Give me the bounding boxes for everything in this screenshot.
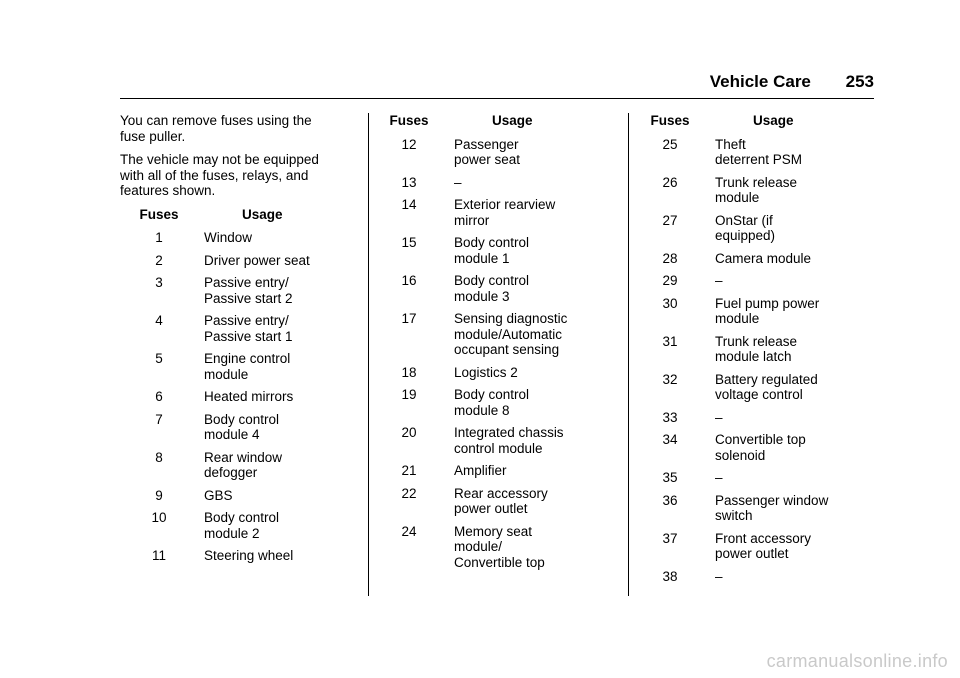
- fuse-usage: [454, 463, 596, 486]
- fuse-row: [643, 410, 857, 433]
- fuse-usage-line: module 1: [454, 250, 510, 266]
- column-divider: [628, 113, 629, 596]
- fuse-table-1: [132, 207, 346, 571]
- watermark: carmanualsonline.info: [766, 651, 948, 671]
- fuse-usage-line: module 3: [454, 288, 510, 304]
- fuse-usage: [454, 273, 596, 311]
- fuse-usage: [204, 488, 346, 511]
- fuse-usage: [204, 548, 346, 571]
- fuse-number: 29: [662, 273, 678, 288]
- fuse-usage-line: mirror: [454, 212, 490, 228]
- fuse-number: 3: [155, 275, 163, 290]
- fuse-usage: [715, 432, 857, 470]
- fuse-number: 34: [662, 432, 678, 447]
- fuse-usage: [454, 175, 596, 198]
- fuse-row: [643, 296, 857, 334]
- fuse-number: 22: [401, 485, 417, 501]
- fuse-usage: [715, 296, 857, 334]
- fuse-usage-line: Body control: [204, 411, 280, 427]
- fuse-usage: [204, 351, 346, 389]
- fuse-row: [132, 548, 346, 571]
- fuse-usage: [715, 569, 857, 592]
- fuse-row: [382, 197, 596, 235]
- fuse-number: 12: [401, 136, 417, 152]
- fuse-row: [643, 273, 857, 296]
- column-2: [380, 113, 620, 577]
- column-3: [641, 113, 881, 591]
- fuse-number: 38: [662, 568, 678, 584]
- fuse-row: [643, 372, 857, 410]
- fuse-usage-line: Passive start 1: [204, 328, 293, 344]
- fuse-usage: [715, 470, 857, 493]
- fuse-usage-line: defogger: [204, 465, 258, 480]
- fuse-usage-line: Front accessory: [715, 530, 812, 546]
- fuse-usage: [715, 410, 857, 433]
- fuse-number: 1: [155, 230, 163, 245]
- fuse-usage: [715, 493, 857, 531]
- fuse-number: 21: [401, 463, 417, 478]
- fuse-usage-line: Convertible top: [454, 554, 545, 570]
- fuse-usage-line: voltage control: [715, 387, 803, 402]
- fuse-number: 11: [151, 548, 166, 563]
- fuse-usage-line: Engine control: [204, 351, 291, 366]
- fuse-usage-line: Body control: [454, 387, 530, 402]
- usage-header: Usage: [242, 206, 283, 222]
- fuse-number: 32: [662, 371, 678, 387]
- fuse-row: [643, 213, 857, 251]
- fuse-usage: [454, 486, 596, 524]
- fuse-usage: [454, 197, 596, 235]
- fuse-row: [132, 275, 346, 313]
- fuse-usage-line: GBS: [204, 487, 233, 503]
- fuse-number: 19: [401, 387, 417, 402]
- fuse-row: [643, 493, 857, 531]
- fuse-row: [643, 175, 857, 213]
- fuse-row: [132, 389, 346, 412]
- fuse-usage-line: Passive entry/: [204, 275, 289, 290]
- fuse-number: 5: [155, 351, 163, 366]
- intro-paragraph-1: You can remove fuses using the fuse puller.: [120, 113, 312, 144]
- fuse-number: 27: [662, 212, 678, 228]
- fuse-usage-line: Logistics 2: [454, 364, 518, 380]
- fuse-row: [382, 137, 596, 175]
- fuse-usage: [715, 273, 857, 296]
- fuse-usage-line: Camera module: [715, 250, 812, 266]
- fuse-usage-line: OnStar (if: [715, 212, 773, 228]
- fuse-usage-line: Steering wheel: [204, 548, 294, 563]
- fuse-number: 36: [662, 492, 678, 508]
- fuse-usage-line: Trunk release: [715, 333, 798, 349]
- fuse-row: [643, 470, 857, 493]
- fuse-usage-line: Passenger: [454, 136, 519, 152]
- fuse-row: [382, 486, 596, 524]
- fuse-usage-line: power outlet: [454, 501, 528, 516]
- fuse-row: [132, 510, 346, 548]
- fuse-row: [643, 334, 857, 372]
- fuse-row: [382, 365, 596, 388]
- fuse-usage-line: Passive entry/: [204, 313, 289, 328]
- fuse-number: 9: [155, 487, 163, 503]
- fuse-usage-line: module 2: [204, 525, 260, 541]
- fuse-number: 10: [151, 510, 167, 525]
- fuse-usage: [715, 372, 857, 410]
- fuse-usage-line: Memory seat: [454, 523, 533, 539]
- fuse-usage: [715, 137, 857, 175]
- fuse-usage-line: Heated mirrors: [204, 389, 294, 404]
- fuse-row: [132, 230, 346, 253]
- page-number: 253: [845, 72, 874, 91]
- usage-header: Usage: [492, 113, 533, 128]
- fuse-row: [382, 273, 596, 311]
- fuse-usage: [204, 313, 346, 351]
- fuse-row: [132, 351, 346, 389]
- fuse-row: [643, 531, 857, 569]
- fuse-usage: [454, 425, 596, 463]
- usage-header: Usage: [753, 113, 794, 128]
- fuse-usage-line: Fuel pump power: [715, 295, 820, 311]
- fuse-usage-line: –: [454, 174, 462, 190]
- fuse-usage-line: Rear window: [204, 449, 283, 465]
- fuse-usage: [715, 531, 857, 569]
- fuse-usage: [454, 524, 596, 578]
- fuse-number: 17: [401, 311, 417, 326]
- fuse-usage: [204, 450, 346, 488]
- fuse-number: 31: [662, 333, 678, 349]
- fuse-usage: [454, 311, 596, 365]
- fuse-usage-line: Exterior rearview: [454, 197, 556, 212]
- fuse-usage-line: module latch: [715, 349, 792, 364]
- fuse-usage-line: module: [715, 190, 760, 205]
- fuse-usage-line: power outlet: [715, 546, 789, 561]
- fuse-row: [643, 569, 857, 592]
- fuse-usage: [204, 389, 346, 412]
- fuse-number: 30: [662, 295, 678, 311]
- fuse-row: [132, 253, 346, 276]
- fuse-usage: [715, 175, 857, 213]
- fuse-usage: [204, 230, 346, 253]
- fuse-usage-line: –: [715, 470, 723, 485]
- fuse-row: [643, 137, 857, 175]
- page-header: [710, 72, 874, 92]
- fuse-usage-line: –: [715, 273, 723, 288]
- fuse-usage: [454, 235, 596, 273]
- fuse-number: 6: [155, 389, 163, 404]
- fuse-row: [132, 450, 346, 488]
- fuse-usage-line: power seat: [454, 152, 521, 167]
- fuse-row: [382, 524, 596, 578]
- fuse-usage-line: module 4: [204, 427, 260, 442]
- fuse-usage-line: deterrent PSM: [715, 152, 803, 167]
- fuse-usage-line: Window: [204, 230, 253, 245]
- fuse-usage-line: switch: [715, 508, 753, 523]
- fuse-usage-line: Body control: [454, 235, 530, 250]
- fuses-header: Fuses: [650, 113, 690, 128]
- fuse-usage-line: module 8: [454, 402, 510, 418]
- column-1: [120, 113, 360, 571]
- fuse-table-2: [382, 113, 596, 577]
- fuse-row: [132, 488, 346, 511]
- fuses-header: Fuses: [389, 113, 429, 128]
- fuse-usage-line: occupant sensing: [454, 342, 560, 357]
- fuse-usage-line: module/: [454, 539, 503, 554]
- fuse-number: 37: [662, 530, 678, 546]
- fuse-usage-line: Amplifier: [454, 463, 507, 478]
- fuse-usage-line: Theft: [715, 136, 746, 152]
- fuse-usage-line: control module: [454, 440, 543, 456]
- fuse-number: 7: [155, 411, 163, 427]
- fuse-row: [643, 251, 857, 274]
- fuse-usage-line: Integrated chassis: [454, 425, 564, 440]
- fuse-row: [382, 387, 596, 425]
- fuse-usage-line: –: [715, 568, 723, 584]
- fuse-number: 24: [401, 523, 417, 539]
- fuses-header: Fuses: [139, 206, 179, 222]
- fuse-usage-line: Body control: [454, 273, 530, 288]
- fuse-number: 26: [662, 174, 678, 190]
- fuse-number: 33: [662, 409, 678, 425]
- fuse-usage: [204, 253, 346, 276]
- fuse-number: 14: [401, 197, 417, 212]
- fuse-number: 15: [401, 235, 417, 250]
- fuse-usage-line: Sensing diagnostic: [454, 311, 568, 326]
- fuse-usage: [454, 387, 596, 425]
- fuse-usage: [715, 334, 857, 372]
- fuse-number: 20: [401, 425, 417, 440]
- fuse-usage-line: module: [204, 366, 249, 382]
- fuse-usage-line: Passenger window: [715, 492, 829, 508]
- fuse-number: 4: [155, 313, 163, 328]
- fuse-number: 2: [155, 252, 163, 268]
- fuse-usage-line: equipped): [715, 228, 776, 243]
- fuse-number: 25: [662, 136, 678, 152]
- fuse-row: [382, 175, 596, 198]
- section-title: Vehicle Care: [709, 72, 811, 91]
- fuse-number: 13: [401, 174, 417, 190]
- fuse-row: [382, 311, 596, 365]
- fuse-usage-line: Convertible top: [715, 432, 806, 447]
- fuse-usage: [715, 251, 857, 274]
- fuse-usage: [454, 137, 596, 175]
- fuse-row: [382, 235, 596, 273]
- fuse-table-3: [643, 113, 857, 591]
- fuse-row: [132, 313, 346, 351]
- fuse-usage-line: Trunk release: [715, 174, 798, 190]
- fuse-usage-line: Driver power seat: [204, 252, 310, 268]
- fuse-usage-line: Battery regulated: [715, 371, 818, 387]
- fuse-usage-line: solenoid: [715, 447, 766, 463]
- fuse-usage: [204, 510, 346, 548]
- fuse-usage-line: –: [715, 409, 723, 425]
- fuse-number: 18: [401, 364, 417, 380]
- fuse-usage-line: Rear accessory: [454, 485, 548, 501]
- fuse-usage-line: Body control: [204, 510, 280, 525]
- fuse-usage: [204, 275, 346, 313]
- header-rule: [120, 98, 874, 99]
- fuse-usage: [454, 365, 596, 388]
- intro-paragraph-2: The vehicle may not be equipped with all of the fuses, relays, and features shown.: [120, 152, 319, 198]
- column-divider: [368, 113, 369, 596]
- fuse-number: 8: [155, 449, 163, 465]
- fuse-usage: [204, 412, 346, 450]
- fuse-number: 35: [662, 470, 678, 485]
- fuse-usage-line: module: [715, 311, 760, 326]
- fuse-usage-line: Passive start 2: [204, 290, 293, 306]
- fuse-number: 28: [662, 250, 678, 266]
- fuse-row: [382, 425, 596, 463]
- fuse-number: 16: [401, 273, 417, 288]
- fuse-row: [382, 463, 596, 486]
- fuse-usage: [715, 213, 857, 251]
- fuse-row: [643, 432, 857, 470]
- fuse-row: [132, 412, 346, 450]
- fuse-usage-line: module/Automatic: [454, 326, 563, 342]
